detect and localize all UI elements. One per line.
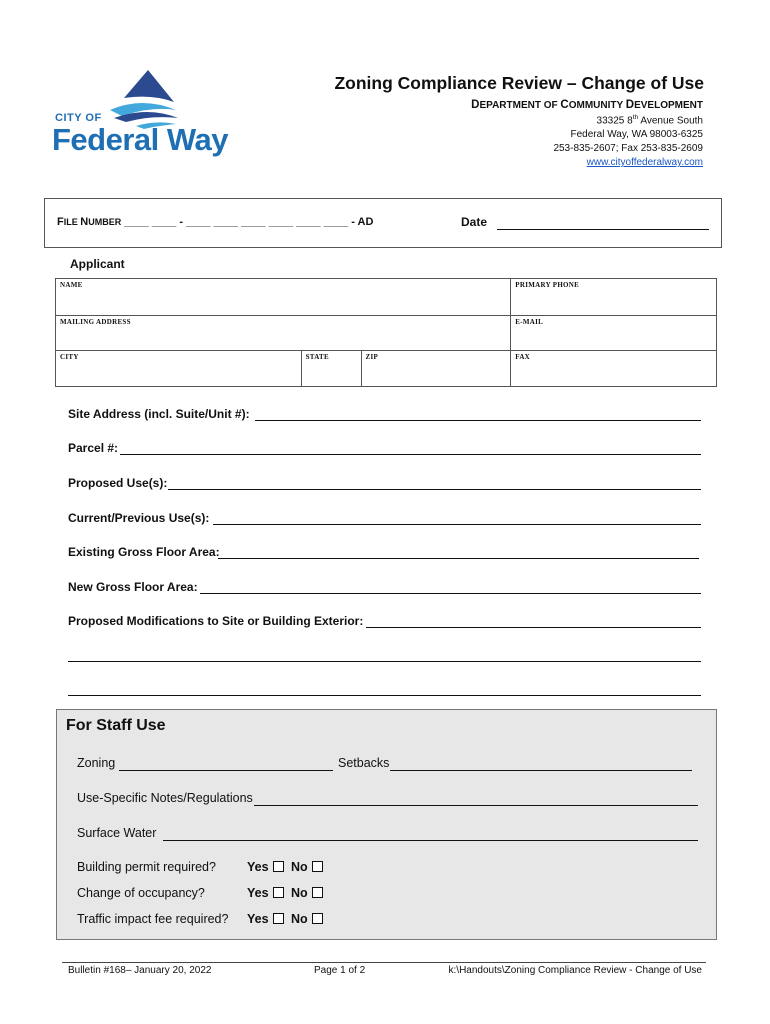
modifications-field-line-2[interactable] xyxy=(68,661,701,662)
file-number-field[interactable]: FILE NUMBER ____ ____ - ____ ____ ____ ____ ____ ____ - AD xyxy=(57,216,374,228)
site-address-label: Site Address (incl. Suite/Unit #): xyxy=(68,407,250,421)
date-label: Date xyxy=(461,215,488,229)
building-permit-yes[interactable]: Yes xyxy=(247,860,284,874)
footer-page-number: Page 1 of 2 xyxy=(314,965,366,976)
proposed-uses-label: Proposed Use(s): xyxy=(68,476,168,490)
footer-bulletin: Bulletin #168– January 20, 2022 xyxy=(68,965,212,976)
building-permit-label: Building permit required? xyxy=(77,860,216,874)
website-link[interactable]: www.cityoffederalway.com xyxy=(586,157,703,168)
modifications-label: Proposed Modifications to Site or Building Exterior: xyxy=(68,614,364,628)
logo-city-of: CITY OF xyxy=(55,112,102,124)
change-occupancy-label: Change of occupancy? xyxy=(77,886,205,900)
department-name: DEPARTMENT OF COMMUNITY DEVELOPMENT xyxy=(471,99,703,111)
applicant-table xyxy=(55,278,717,387)
applicant-name-field[interactable]: NAME xyxy=(56,279,511,316)
parcel-field[interactable] xyxy=(120,454,701,455)
checkbox-icon[interactable] xyxy=(273,913,284,924)
street-address: 33325 8th Avenue South xyxy=(596,114,703,127)
phone-fax: 253-835-2607; Fax 253-835-2609 xyxy=(553,143,703,154)
zoning-field[interactable] xyxy=(119,770,333,771)
proposed-uses-field[interactable] xyxy=(168,489,701,490)
current-uses-field[interactable] xyxy=(213,524,701,525)
checkbox-icon[interactable] xyxy=(273,887,284,898)
applicant-mailing-address-field[interactable]: MAILING ADDRESS xyxy=(56,316,511,351)
applicant-email-field[interactable]: E-MAIL xyxy=(511,316,717,351)
building-permit-no[interactable]: No xyxy=(291,860,323,874)
setbacks-field[interactable] xyxy=(390,770,692,771)
change-occupancy-no[interactable]: No xyxy=(291,886,323,900)
checkbox-icon[interactable] xyxy=(312,913,323,924)
modifications-field-line-3[interactable] xyxy=(68,695,701,696)
footer-file-path: k:\Handouts\Zoning Compliance Review - Change of Use xyxy=(448,965,702,976)
checkbox-icon[interactable] xyxy=(312,861,323,872)
applicant-fax-field[interactable]: FAX xyxy=(511,351,717,387)
modifications-field[interactable] xyxy=(366,627,701,628)
traffic-fee-label: Traffic impact fee required? xyxy=(77,912,229,926)
existing-gfa-label: Existing Gross Floor Area: xyxy=(68,545,220,559)
footer-divider xyxy=(62,962,706,963)
applicant-zip-field[interactable]: ZIP xyxy=(361,351,511,387)
setbacks-label: Setbacks xyxy=(338,756,390,770)
page-title: Zoning Compliance Review – Change of Use xyxy=(334,73,704,93)
staff-use-box xyxy=(56,709,717,940)
use-specific-label: Use-Specific Notes/Regulations xyxy=(77,791,253,805)
file-number-box xyxy=(44,198,722,248)
applicant-city-field[interactable]: CITY xyxy=(56,351,302,387)
logo-federal-way: Federal Way xyxy=(52,122,228,157)
applicant-state-field[interactable]: STATE xyxy=(301,351,361,387)
change-occupancy-yes[interactable]: Yes xyxy=(247,886,284,900)
applicant-primary-phone-field[interactable]: PRIMARY PHONE xyxy=(511,279,717,316)
city-address: Federal Way, WA 98003-6325 xyxy=(570,129,703,140)
traffic-fee-yes[interactable]: Yes xyxy=(247,912,284,926)
surface-water-field[interactable] xyxy=(163,840,698,841)
surface-water-label: Surface Water xyxy=(77,826,157,840)
checkbox-icon[interactable] xyxy=(312,887,323,898)
traffic-fee-no[interactable]: No xyxy=(291,912,323,926)
date-field[interactable] xyxy=(497,229,709,230)
new-gfa-field[interactable] xyxy=(200,593,701,594)
site-address-field[interactable] xyxy=(255,420,701,421)
new-gfa-label: New Gross Floor Area: xyxy=(68,580,198,594)
applicant-label: Applicant xyxy=(70,257,125,271)
zoning-label: Zoning xyxy=(77,756,116,770)
existing-gfa-field[interactable] xyxy=(218,558,699,559)
checkbox-icon[interactable] xyxy=(273,861,284,872)
current-uses-label: Current/Previous Use(s): xyxy=(68,511,210,525)
parcel-label: Parcel #: xyxy=(68,441,119,455)
staff-use-title: For Staff Use xyxy=(66,717,166,734)
use-specific-field[interactable] xyxy=(254,805,698,806)
